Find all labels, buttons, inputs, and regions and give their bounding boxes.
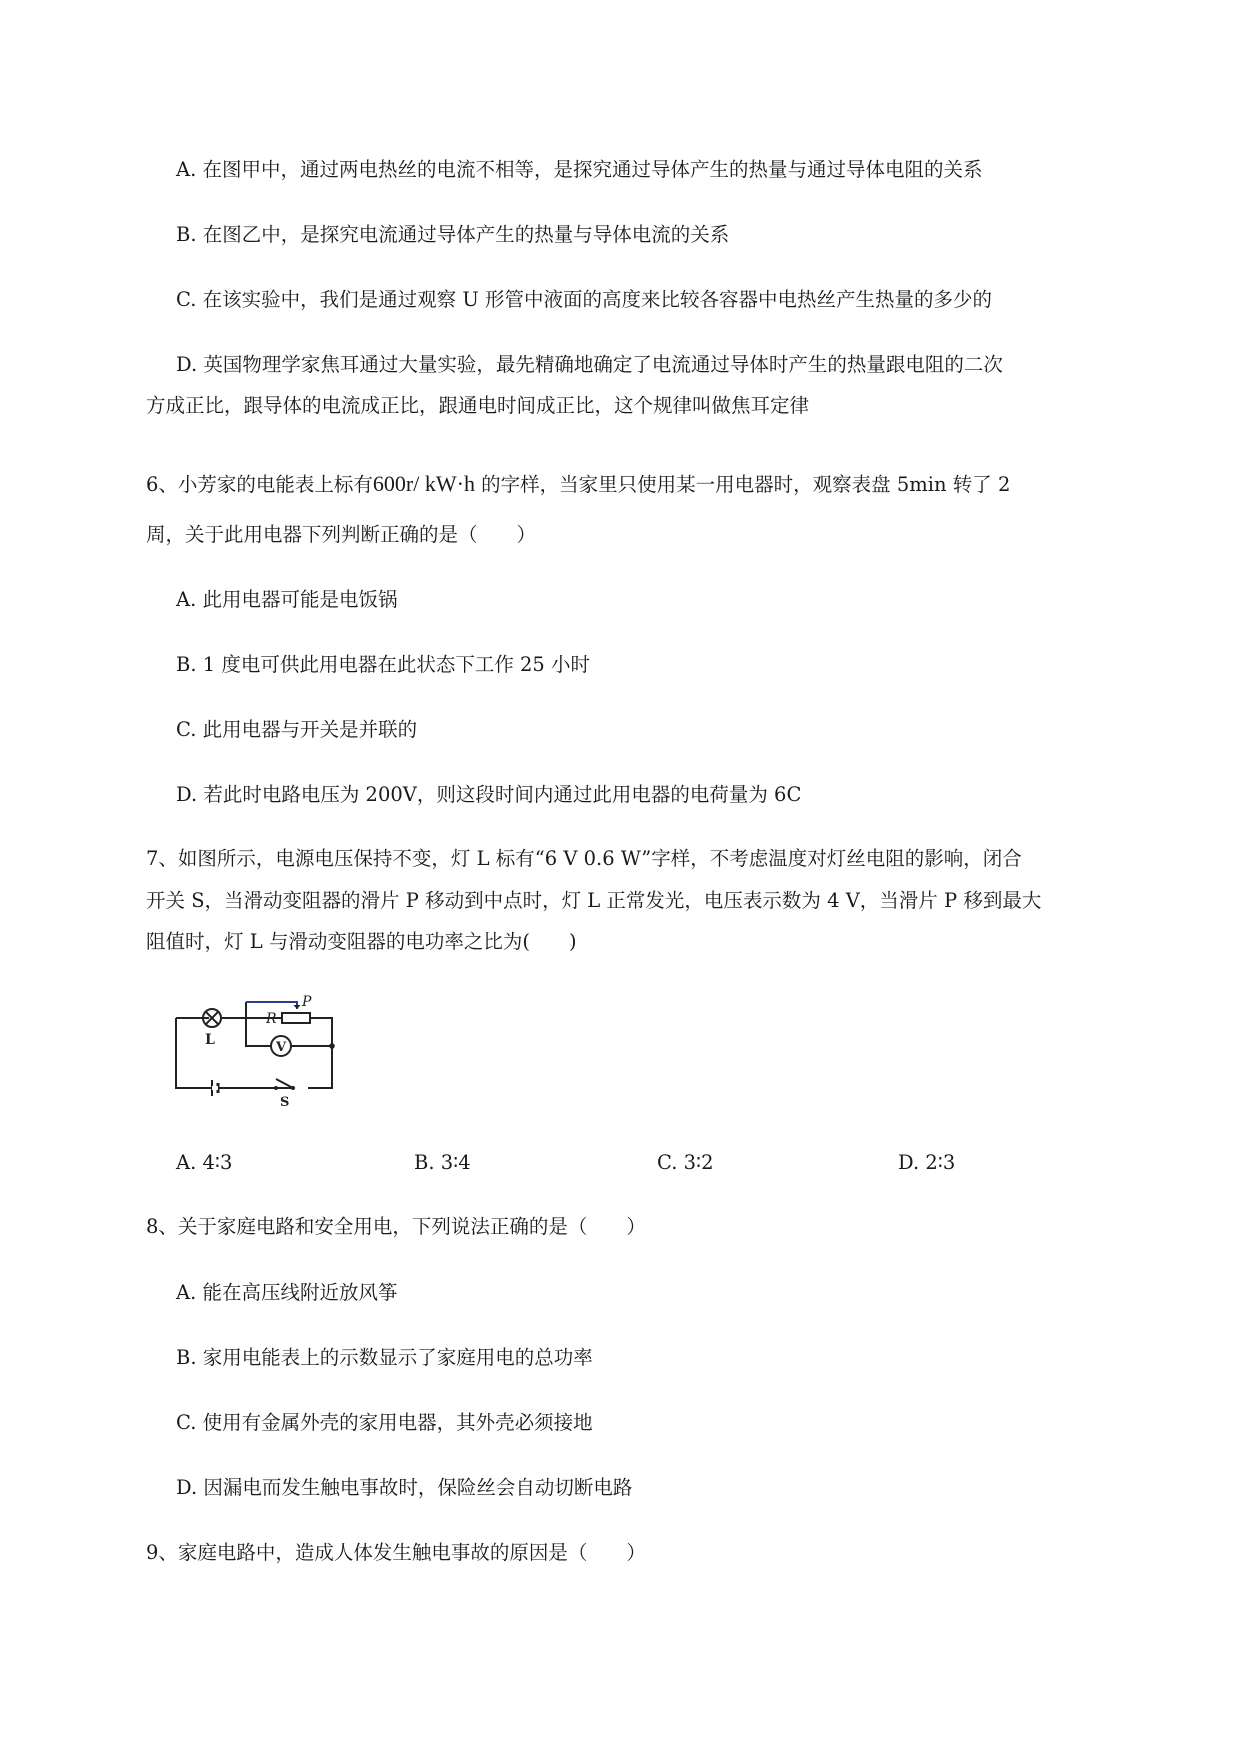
q6-unit-expression: 600r/ kW·h <box>372 471 475 496</box>
q7-option-a: A. 4∶3 <box>176 1151 233 1174</box>
q6-option-d: D. 若此时电路电压为 200V，则这段时间内通过此用电器的电荷量为 6C <box>176 783 802 806</box>
q6-option-c: C. 此用电器与开关是并联的 <box>176 718 418 741</box>
slider-wire <box>246 1002 297 1009</box>
q7-option-d: D. 2∶3 <box>898 1151 956 1174</box>
q8-stem: 8、关于家庭电路和安全用电，下列说法正确的是（ ） <box>146 1215 646 1238</box>
circuit-diagram <box>168 994 348 1110</box>
q8-option-c: C. 使用有金属外壳的家用电器，其外壳必须接地 <box>176 1411 593 1434</box>
q5-option-d-line1: D. 英国物理学家焦耳通过大量实验，最先精确地确定了电流通过导体时产生的热量跟电阻的二次 <box>176 353 1003 376</box>
q7-stem-line1: 7、如图所示，电源电压保持不变，灯 L 标有“6 V 0.6 W”字样，不考虑温度对灯丝电阻的影响，闭合 <box>146 847 1022 870</box>
circuit-wire-voltmeter-left <box>246 1032 271 1046</box>
q6-stem-suffix: 的字样，当家里只使用某一用电器时，观察表盘 5min 转了 2 <box>474 473 1011 496</box>
q7-option-b: B. 3∶4 <box>414 1151 471 1174</box>
circuit-wire-resistor-right <box>310 1018 332 1046</box>
q8-option-a: A. 能在高压线附近放风筝 <box>176 1281 398 1304</box>
q6-stem-line2: 周，关于此用电器下列判断正确的是（ ） <box>146 523 537 546</box>
slider-label: P <box>302 994 312 1010</box>
q6-stem-line1 <box>146 470 1010 499</box>
q5-option-c: C. 在该实验中，我们是通过观察 U 形管中液面的高度来比较各容器中电热丝产生热量的多少的 <box>176 288 992 311</box>
slider-arrow-icon <box>294 1005 301 1009</box>
q5-option-a: A. 在图甲中，通过两电热丝的电流不相等，是探究通过导体产生的热量与通过导体电阻的关系 <box>176 158 983 181</box>
q8-option-b: B. 家用电能表上的示数显示了家庭用电的总功率 <box>176 1346 593 1369</box>
circuit-wire-right <box>308 1046 332 1088</box>
q8-option-d: D. 因漏电而发生触电事故时，保险丝会自动切断电路 <box>176 1476 633 1499</box>
q9-stem: 9、家庭电路中，造成人体发生触电事故的原因是（ ） <box>146 1541 646 1564</box>
q6-stem-prefix: 6、小芳家的电能表上标有 <box>146 473 373 496</box>
q5-option-d-line2: 方成正比，跟导体的电流成正比，跟通电时间成正比，这个规律叫做焦耳定律 <box>146 394 810 417</box>
q6-option-b: B. 1 度电可供此用电器在此状态下工作 25 小时 <box>176 653 591 676</box>
q6-option-a: A. 此用电器可能是电饭锅 <box>176 588 398 611</box>
switch-label: S <box>280 1095 290 1110</box>
switch-contact-dot <box>291 1086 295 1090</box>
voltmeter-label: V <box>276 1040 287 1055</box>
q7-stem-line3: 阻值时，灯 L 与滑动变阻器的电功率之比为( ) <box>146 930 577 953</box>
lamp-label: L <box>205 1032 215 1048</box>
switch-contact-dot <box>274 1086 278 1090</box>
resistor-label: R <box>266 1011 277 1027</box>
junction-dot <box>329 1043 335 1049</box>
resistor-icon <box>282 1013 310 1023</box>
q7-stem-line2: 开关 S，当滑动变阻器的滑片 P 移动到中点时，灯 L 正常发光，电压表示数为 4 V，当滑片 P 移到最大 <box>146 889 1042 912</box>
q5-option-b: B. 在图乙中，是探究电流通过导体产生的热量与导体电流的关系 <box>176 223 730 246</box>
q7-option-c: C. 3∶2 <box>657 1151 714 1174</box>
switch-icon <box>276 1079 293 1088</box>
battery-gap <box>212 1086 218 1090</box>
